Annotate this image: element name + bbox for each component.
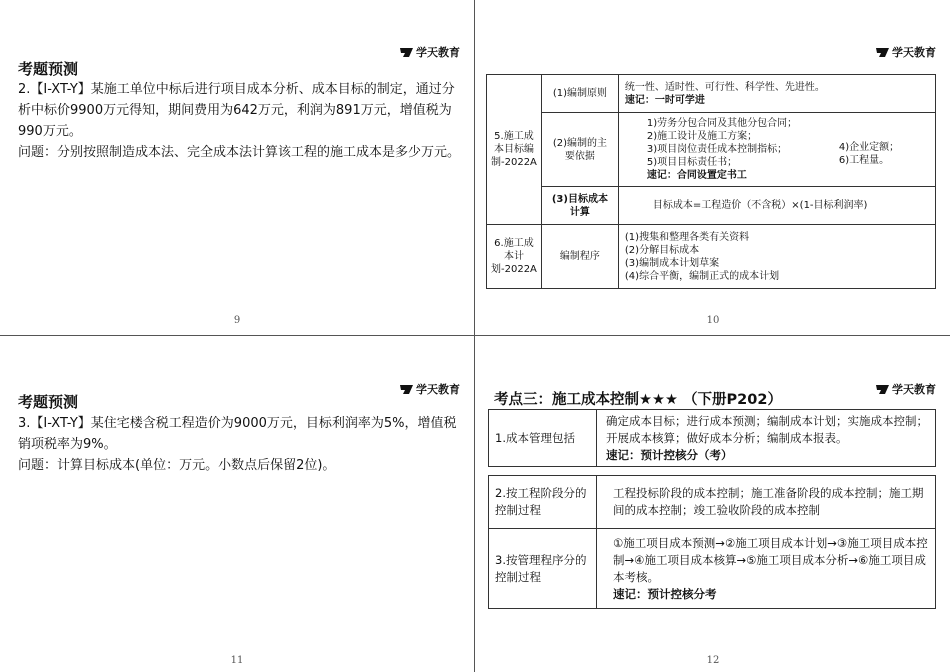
control-row-text: 确定成本目标；进行成本预测；编制成本计划；实施成本控制；开展成本核算；做好成本分析；编制成本报表。 (606, 413, 928, 445)
slide-11-question: 3.【Ⅰ-XT-Y】某住宅楼含税工程造价为9000万元，目标利润率为5%，增值税销项税率为9%。 (18, 416, 457, 452)
control-row-content (597, 476, 936, 529)
principle-text: 统一性、适时性、可行性、科学性、先进性。 (624, 81, 825, 93)
slide-9-body (18, 79, 463, 163)
control-row-label: 1.成本管理包括 (489, 410, 597, 467)
basis-item: 6)工程量。 (838, 155, 890, 166)
slide-11-ask: 问题：计算目标成本(单位：万元。小数点后保留2位)。 (18, 458, 336, 473)
row-label-target-cost: (3)目标成本计算 (541, 187, 618, 225)
slide-9 (0, 0, 474, 335)
slide-12 (476, 337, 950, 672)
row-label-principle: (1)编制原则 (541, 75, 618, 113)
basis-memo: 速记：合同设置定书工 (646, 170, 747, 181)
basis-item: 4)企业定额； (838, 142, 900, 153)
row-spacer (597, 467, 936, 476)
brand-name: 学天教育 (416, 46, 460, 59)
brand-logo-icon (400, 385, 413, 394)
control-row-label: 2.按工程阶段分的控制过程 (489, 476, 597, 529)
page-divider-horizontal (0, 335, 950, 336)
row-spacer (489, 467, 597, 476)
page-number-11: 11 (230, 655, 244, 666)
brand-name: 学天教育 (892, 383, 936, 396)
slide-9-ask: 问题：分别按照制造成本法、完全成本法计算该工程的施工成本是多少万元。 (18, 145, 461, 160)
procedure-item: (4)综合平衡，编制正式的成本计划 (624, 270, 780, 282)
brand-logo (400, 44, 460, 60)
basis-right-list (839, 141, 899, 167)
basis-item: 3)项目岗位责任成本控制指标； (646, 144, 788, 155)
brand-logo (400, 381, 460, 397)
page-number-12: 12 (706, 655, 720, 666)
basis-item: 1)劳务分包合同及其他分包合同； (646, 118, 798, 129)
slide-11-heading: 考题预测 (18, 393, 79, 411)
row-content-procedure (618, 225, 935, 289)
target-cost-formula: 目标成本=工程造价（不含税）×(1-目标利润率) (618, 187, 935, 225)
brand-logo (876, 381, 936, 397)
control-row-content (597, 529, 936, 609)
brand-logo-icon (400, 48, 413, 57)
cost-target-table (486, 74, 936, 289)
slide-11-body (18, 413, 463, 476)
slide-12-heading: 考点三：施工成本控制★★★ （下册P202） (494, 392, 782, 408)
row-content-basis (618, 113, 935, 187)
brand-logo (876, 44, 936, 60)
row-label-procedure: 编制程序 (541, 225, 618, 289)
control-row-content (597, 410, 936, 467)
page-number-10: 10 (706, 315, 720, 326)
brand-name: 学天教育 (892, 46, 936, 59)
control-row-label: 3.按管理程序分的控制过程 (489, 529, 597, 609)
procedure-item: (3)编制成本计划草案 (624, 257, 720, 269)
page-number-9: 9 (233, 315, 241, 326)
slide-9-question: 2.【Ⅰ-XT-Y】某施工单位中标后进行项目成本分析、成本目标的制定，通过分析中标价9900万元得知，期间费用为642万元，利润为891万元，增值税为990万元。 (18, 82, 455, 139)
control-row-memo: 速记：预计控核分考 (613, 586, 717, 601)
brand-name: 学天教育 (416, 383, 460, 396)
row-label-basis: (2)编制的主要依据 (541, 113, 618, 187)
group-label-5: 5.施工成本目标编制-2022A (487, 75, 542, 225)
group-label-6: 6.施工成本计划-2022A (487, 225, 542, 289)
brand-logo-icon (876, 385, 889, 394)
slide-10 (476, 0, 950, 335)
control-row-memo: 速记：预计控核分（考） (606, 447, 733, 462)
basis-item: 5)项目目标责任书； (646, 157, 738, 168)
cost-control-table (488, 409, 936, 609)
control-row-text: ①施工项目成本预测→②施工项目成本计划→③施工项目成本控制→④施工项目成本核算→⑤施工项目成本分析→⑥施工项目成本考核。 (613, 535, 928, 584)
row-content-principle (618, 75, 935, 113)
page-divider-vertical (474, 0, 475, 672)
slide-9-heading: 考题预测 (18, 60, 79, 78)
brand-logo-icon (876, 48, 889, 57)
control-row-text: 工程投标阶段的成本控制；施工准备阶段的成本控制；施工期间的成本控制；竣工验收阶段的成本控制 (613, 486, 924, 517)
procedure-item: (2)分解目标成本 (624, 244, 700, 256)
procedure-item: (1)搜集和整理各类有关资料 (624, 231, 750, 243)
principle-memo: 速记：一时可学进 (624, 94, 705, 106)
slide-11 (0, 337, 474, 672)
procedure-list (625, 231, 929, 283)
basis-item: 2)施工设计及施工方案； (646, 131, 758, 142)
